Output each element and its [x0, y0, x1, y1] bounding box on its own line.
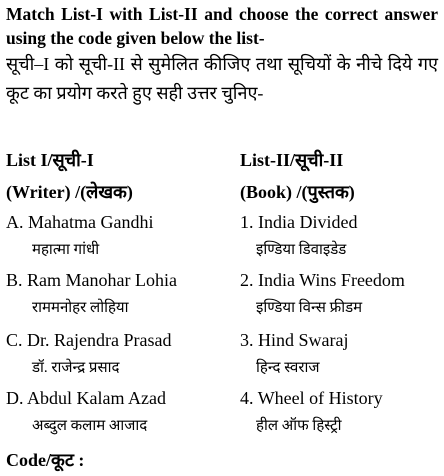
list2-item-3: [240, 328, 348, 352]
list1-item-a: [6, 210, 153, 234]
code-label: Code/कूट :: [6, 450, 85, 470]
list1-item-c: [6, 328, 171, 352]
item-english: India Wins Freedom: [258, 270, 405, 290]
list1-item-b-hindi: राममनोहर लोहिया: [32, 300, 129, 316]
list2-item-1: [240, 210, 357, 234]
item-number: 2.: [240, 270, 254, 290]
item-english: Ram Manohar Lohia: [27, 270, 177, 290]
list2-item-1-hindi: इण्डिया डिवाइडेड: [256, 242, 347, 258]
list1-item-a-hindi: महात्मा गांधी: [32, 242, 100, 258]
item-english: Mahatma Gandhi: [28, 212, 154, 232]
list2-item-3-hindi: हिन्द स्वराज: [256, 360, 320, 376]
item-english: India Divided: [258, 212, 358, 232]
item-english: Dr. Rajendra Prasad: [27, 330, 172, 350]
list2-item-2-hindi: इण्डिया विन्स फ्रीडम: [256, 300, 363, 316]
item-english: Abdul Kalam Azad: [27, 388, 166, 408]
list2-subtitle: (Book) /(पुस्तक): [240, 182, 355, 202]
list2-item-4-hindi: हील ऑफ हिस्ट्री: [256, 418, 342, 434]
item-english: Wheel of History: [257, 388, 383, 408]
item-letter: C.: [6, 330, 23, 350]
list1-title: List I/सूची-I: [6, 150, 94, 170]
list1-item-d-hindi: अब्दुल कलाम आजाद: [32, 418, 148, 434]
list1-subtitle: (Writer) /(लेखक): [6, 182, 133, 202]
item-number: 3.: [240, 330, 254, 350]
list2-title: List-II/सूची-II: [240, 150, 344, 170]
item-number: 1.: [240, 212, 254, 232]
item-letter: A.: [6, 212, 24, 232]
list2-item-2: [240, 268, 405, 292]
instruction-hindi: सूची–I को सूची-II से सुमेलित कीजिए तथा सूचियों के नीचे दिये गए कूट का प्रयोग करते हुए सही उत्तर चुनिए-: [6, 54, 438, 103]
list1-item-c-hindi: डॉ. राजेन्द्र प्रसाद: [32, 360, 120, 376]
item-number: 4.: [240, 388, 254, 408]
item-english: Hind Swaraj: [258, 330, 349, 350]
instruction-english: Match List-I with List-II and choose the correct answer using the code given below the list-: [6, 4, 438, 48]
list2-item-4: [240, 386, 383, 410]
list1-item-b: [6, 268, 177, 292]
item-letter: D.: [6, 388, 24, 408]
list1-item-d: [6, 386, 166, 410]
item-letter: B.: [6, 270, 23, 290]
